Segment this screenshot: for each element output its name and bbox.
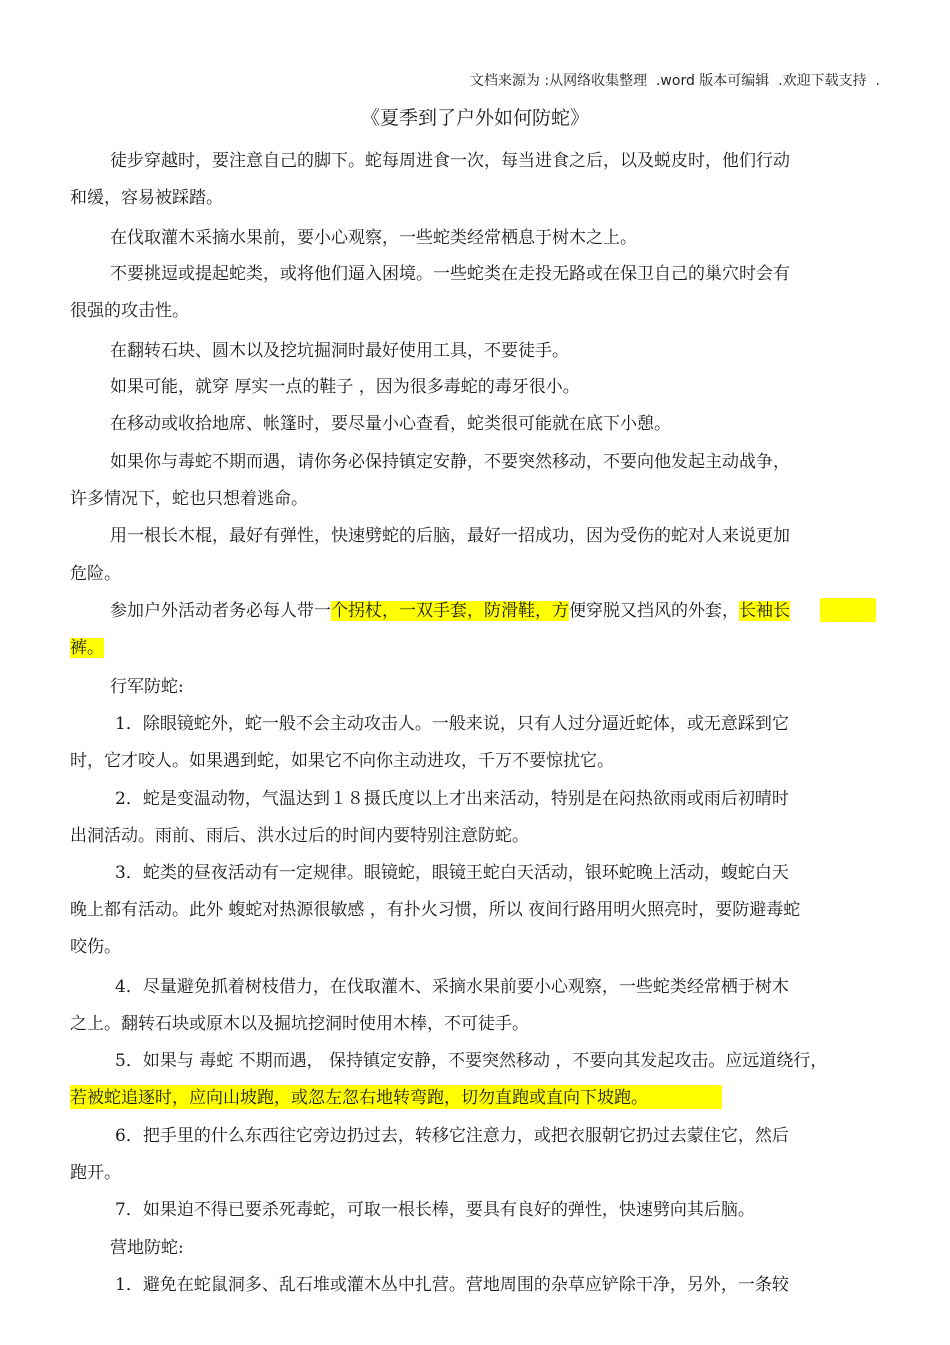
paragraph-line: 不要挑逗或提起蛇类，或将他们逼入困境。一些蛇类在走投无路或在保卫自己的巢穴时会有: [110, 264, 790, 284]
highlighted-list-item-line: 若被蛇追逐时，应向山坡跑，或忽左忽右地转弯跑，切勿直跑或直向下坡跑。: [70, 1088, 648, 1108]
paragraph-line: 徒步穿越时，要注意自己的脚下。蛇每周进食一次，每当进食之后，以及蜕皮时，他们行动: [110, 151, 790, 171]
list-item-line: 跑开。: [70, 1163, 121, 1183]
paragraph-line: 在伐取灌木采摘水果前，要小心观察，一些蛇类经常栖息于树木之上。: [110, 228, 637, 248]
section-heading: 行军防蛇:: [110, 677, 184, 697]
list-item-line: 2．蛇是变温动物，气温达到１８摄氏度以上才出来活动，特别是在闷热欲雨或雨后初晴时: [115, 789, 789, 809]
highlighted-text: 长袖长: [739, 601, 790, 621]
highlighted-paragraph-line: [70, 637, 104, 659]
list-item-line: 之上。翻转石块或原木以及掘坑挖洞时使用木棒，不可徒手。: [70, 1014, 529, 1034]
list-item-line: 4．尽量避免抓着树枝借力，在伐取灌木、采摘水果前要小心观察，一些蛇类经常栖于树木: [115, 977, 789, 997]
list-item-line: 咬伤。: [70, 937, 121, 957]
paragraph-line: 在翻转石块、圆木以及挖坑掘洞时最好使用工具，不要徒手。: [110, 341, 569, 361]
list-item-line: 7．如果迫不得已要杀死毒蛇，可取一根长棒，要具有良好的弹性，快速劈向其后脑。: [115, 1200, 755, 1220]
paragraph-line: 如果可能，就穿 厚实一点的鞋子 ，因为很多毒蛇的毒牙很小。: [110, 377, 580, 397]
paragraph-line: 很强的攻击性。: [70, 301, 189, 321]
highlighted-text: 个拐杖，一双手套，防滑鞋，方: [331, 601, 569, 621]
list-item-line: 时，它才咬人。如果遇到蛇，如果它不向你主动进攻，千万不要惊扰它。: [70, 751, 614, 771]
highlight-mark: [820, 598, 876, 622]
paragraph-line: 和缓，容易被踩踏。: [70, 188, 223, 208]
highlighted-paragraph-line: [110, 600, 790, 622]
list-item-line: 3．蛇类的昼夜活动有一定规律。眼镜蛇，眼镜王蛇白天活动，银环蛇晚上活动，蝮蛇白天: [115, 863, 789, 883]
list-item-line: 晚上都有活动。此外 蝮蛇对热源很敏感 ，有扑火习惯，所以 夜间行路用明火照亮时，要防避毒蛇: [70, 900, 801, 920]
list-item-line: 6．把手里的什么东西往它旁边扔过去，转移它注意力，或把衣服朝它扔过去蒙住它，然后: [115, 1126, 789, 1146]
list-item-line: 5．如果与 毒蛇 不期而遇， 保持镇定安静，不要突然移动 ，不要向其发起攻击。应远道绕行，: [115, 1051, 828, 1071]
document-title: 《夏季到了户外如何防蛇》: [360, 107, 589, 129]
source-header: 文档来源为 :从网络收集整理 .word 版本可编辑 .欢迎下载支持 .: [469, 73, 880, 89]
paragraph-line: 许多情况下，蛇也只想着逃命。: [70, 489, 308, 509]
paragraph-line: 在移动或收拾地席、帐篷时，要尽量小心查看，蛇类很可能就在底下小憩。: [110, 414, 671, 434]
highlighted-text: 裤。: [70, 638, 104, 658]
paragraph-line: 用一根长木棍，最好有弹性，快速劈蛇的后脑，最好一招成功，因为受伤的蛇对人来说更加: [110, 526, 790, 546]
paragraph-line: 如果你与毒蛇不期而遇，请你务必保持镇定安静，不要突然移动，不要向他发起主动战争，: [110, 452, 790, 472]
list-item-line: 1．除眼镜蛇外，蛇一般不会主动攻击人。一般来说，只有人过分逼近蛇体，或无意踩到它: [115, 714, 789, 734]
paragraph-line: 危险。: [70, 564, 121, 584]
text-run: 参加户外活动者务必每人带一: [110, 601, 331, 621]
section-heading: 营地防蛇:: [110, 1238, 184, 1258]
text-run: 便穿脱又挡风的外套，: [569, 601, 739, 621]
list-item-line: 出洞活动。雨前、雨后、洪水过后的时间内要特别注意防蛇。: [70, 826, 529, 846]
list-item-line: 1．避免在蛇鼠洞多、乱石堆或灌木丛中扎营。营地周围的杂草应铲除干净，另外，一条较: [115, 1275, 789, 1295]
